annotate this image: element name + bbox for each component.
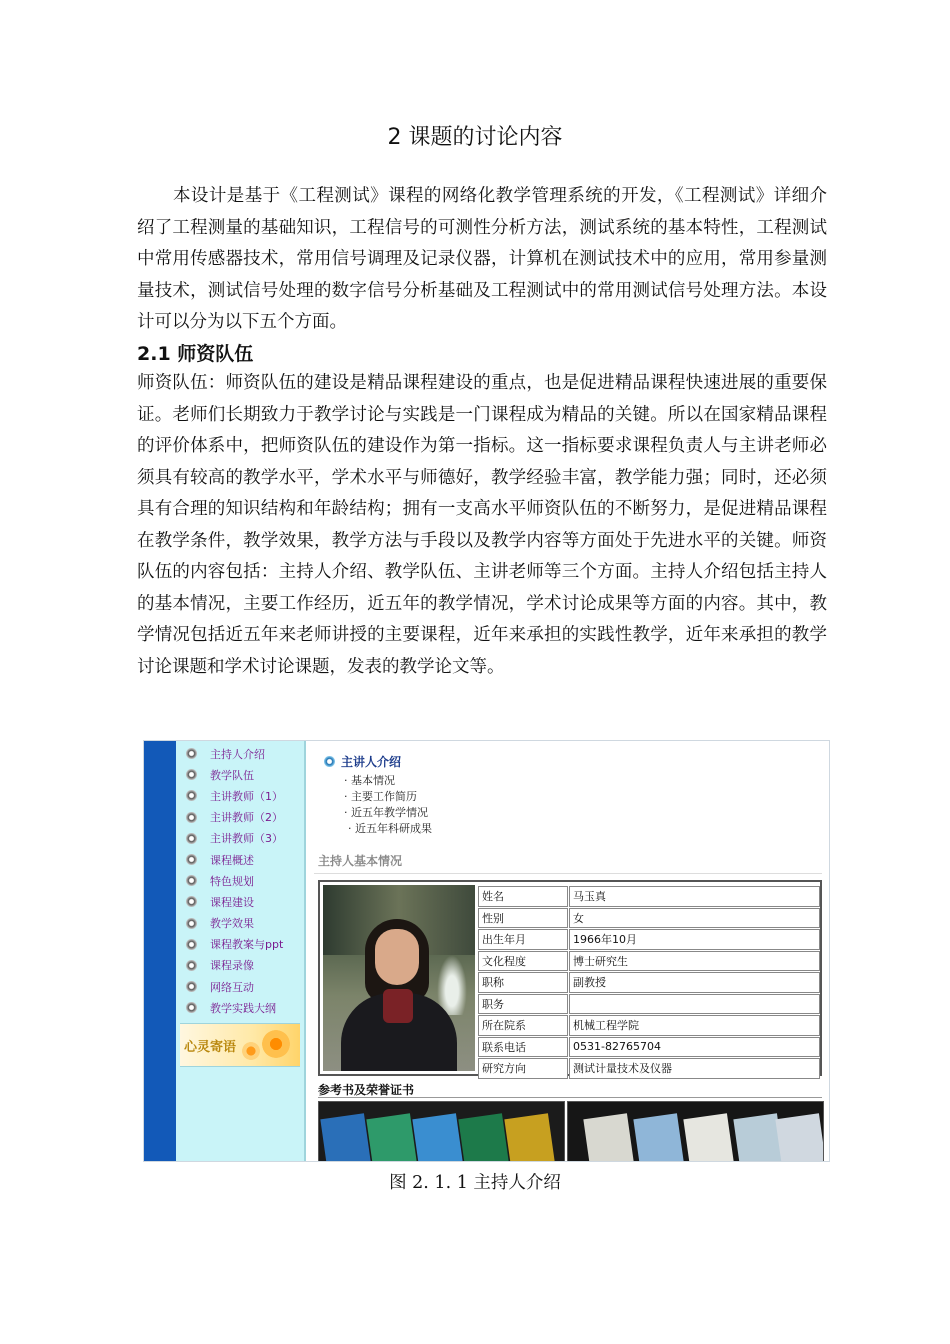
info-key: 文化程度: [478, 951, 568, 972]
bullet-icon: [186, 812, 197, 823]
bullet-icon: [186, 1002, 197, 1013]
nav-item[interactable]: [176, 828, 304, 849]
intro-paragraph: 本设计是基于《工程测试》课程的网络化教学管理系统的开发，《工程测试》详细介绍了工程测量的基础知识，工程信号的可测性分析方法，测试系统的基本特性，工程测试中常用传感器技术，常用信号调理及记录仪器，计算机在测试技术中的应用，常用参量测量技术，测试信号处理的数字信号分析基础及工程测试中的常用测试信号处理方法。本设计可以分为以下五个方面。: [137, 186, 827, 332]
nav-item-label: 主持人介绍: [210, 747, 265, 761]
banner-image: [180, 1023, 300, 1067]
portrait-photo: [323, 885, 475, 1071]
books-photo-2: [567, 1101, 824, 1162]
banner-text: 心灵寄语: [184, 1040, 237, 1055]
sub-link[interactable]: · 近五年科研成果: [348, 822, 432, 835]
section-paragraph: 师资队伍：师资队伍的建设是精品课程建设的重点，也是促进精品课程快速进展的重要保证。老师们长期致力于教学讨论与实践是一门课程成为精品的关键。所以在国家精品课程的评价体系中，把师资队伍的建设作为第一指标。这一指标要求课程负责人与主讲老师必须具有较高的教学水平，学术水平与师德好，教学经验丰富，教学能力强；同时，还必须具有合理的知识结构和年龄结构；拥有一支高水平师资队伍的不断努力，是促进精品课程在教学条件，教学效果，教学方法与手段以及教学内容等方面处于先进水平的关键。师资队伍的内容包括：主持人介绍、教学队伍、主讲老师等三个方面。主持人介绍包括主持人的基本情况，主要工作经历，近五年的教学情况，学术讨论成果等方面的内容。其中，教学情况包括近五年来老师讲授的主要课程，近年来承担的实践性教学，近年来承担的教学讨论课题和学术讨论课题，发表的教学论文等。: [137, 373, 827, 677]
nav-item[interactable]: [176, 849, 304, 870]
bullet-icon: [186, 939, 197, 950]
nav-item-label: 课程录像: [210, 959, 254, 973]
info-value: 机械工程学院: [569, 1015, 820, 1036]
info-key: 研究方向: [478, 1058, 568, 1079]
flower-icon: [242, 1042, 260, 1060]
table-row: [478, 908, 820, 929]
info-key: 职称: [478, 972, 568, 993]
bullet-icon: [324, 756, 335, 767]
nav-item-label: 特色规划: [210, 874, 254, 888]
bullet-icon: [186, 748, 197, 759]
books-photo-1: [318, 1101, 565, 1162]
info-value: 副教授: [569, 972, 820, 993]
info-key: 联系电话: [478, 1037, 568, 1058]
nav-item[interactable]: [176, 976, 304, 997]
bullet-icon: [186, 769, 197, 780]
info-key: 职务: [478, 994, 568, 1015]
nav-item-label: 课程教案与ppt: [210, 938, 284, 952]
bullet-icon: [186, 896, 197, 907]
info-key: 性别: [478, 908, 568, 929]
nav-item[interactable]: [176, 891, 304, 912]
section-label: 主持人基本情况: [318, 854, 403, 868]
sub-link[interactable]: · 主要工作简历: [344, 790, 417, 803]
figure-main: [310, 741, 825, 1161]
table-row: [478, 929, 820, 950]
nav-item[interactable]: [176, 764, 304, 785]
bullet-icon: [186, 854, 197, 865]
sub-link[interactable]: · 近五年教学情况: [344, 806, 428, 819]
nav-item-label: 教学队伍: [210, 768, 254, 782]
figure-nav: [176, 741, 306, 1161]
nav-item-label: 教学效果: [210, 917, 254, 931]
nav-item-label: 主讲教师（3）: [210, 832, 283, 846]
info-value: [569, 994, 820, 1015]
nav-item-label: 主讲教师（2）: [210, 811, 283, 825]
nav-item[interactable]: [176, 934, 304, 955]
info-value: 0531-82765704: [569, 1037, 820, 1058]
bullet-icon: [186, 918, 197, 929]
nav-item-label: 教学实践大纲: [210, 1001, 276, 1015]
nav-list: [176, 743, 304, 1018]
bullet-icon: [186, 833, 197, 844]
table-row: [478, 886, 820, 907]
info-key: 姓名: [478, 886, 568, 907]
nav-item[interactable]: [176, 997, 304, 1018]
info-value: 女: [569, 908, 820, 929]
bullet-icon: [186, 960, 197, 971]
bullet-icon: [186, 790, 197, 801]
nav-item[interactable]: [176, 807, 304, 828]
info-value: 博士研究生: [569, 951, 820, 972]
info-key: 所在院系: [478, 1015, 568, 1036]
main-heading-text: 主讲人介绍: [341, 755, 402, 769]
info-value: 马玉真: [569, 886, 820, 907]
chapter-title: 2 课题的讨论内容: [387, 125, 563, 150]
table-row: [478, 951, 820, 972]
nav-item-label: 课程概述: [210, 853, 254, 867]
nav-item[interactable]: [176, 913, 304, 934]
section-heading: 2.1 师资队伍: [137, 343, 254, 365]
figure-screenshot: [143, 740, 830, 1162]
ref-label: 参考书及荣誉证书: [318, 1083, 415, 1097]
sub-link[interactable]: · 基本情况: [344, 774, 395, 787]
figure-caption: 图 2. 1. 1 主持人介绍: [389, 1173, 561, 1193]
divider: [314, 873, 822, 874]
nav-item[interactable]: [176, 955, 304, 976]
bullet-icon: [186, 875, 197, 886]
nav-item-label: 课程建设: [210, 895, 254, 909]
info-key: 出生年月: [478, 929, 568, 950]
bullet-icon: [186, 981, 197, 992]
nav-item-label: 主讲教师（1）: [210, 789, 283, 803]
table-row: [478, 972, 820, 993]
main-heading: [324, 753, 401, 770]
info-box: [318, 880, 822, 1076]
table-row: [478, 1058, 820, 1079]
nav-item[interactable]: [176, 870, 304, 891]
sidebar-blue-strip: [144, 741, 176, 1161]
table-row: [478, 1015, 820, 1036]
table-row: [478, 1037, 820, 1058]
divider: [318, 1097, 822, 1098]
nav-item[interactable]: [176, 743, 304, 764]
sub-links: [344, 773, 432, 837]
nav-item-label: 网络互动: [210, 980, 254, 994]
info-value: 1966年10月: [569, 929, 820, 950]
nav-item[interactable]: [176, 785, 304, 806]
flower-icon: [262, 1030, 290, 1058]
info-value: 测试计量技术及仪器: [569, 1058, 820, 1079]
table-row: [478, 994, 820, 1015]
info-table: [477, 885, 821, 1080]
